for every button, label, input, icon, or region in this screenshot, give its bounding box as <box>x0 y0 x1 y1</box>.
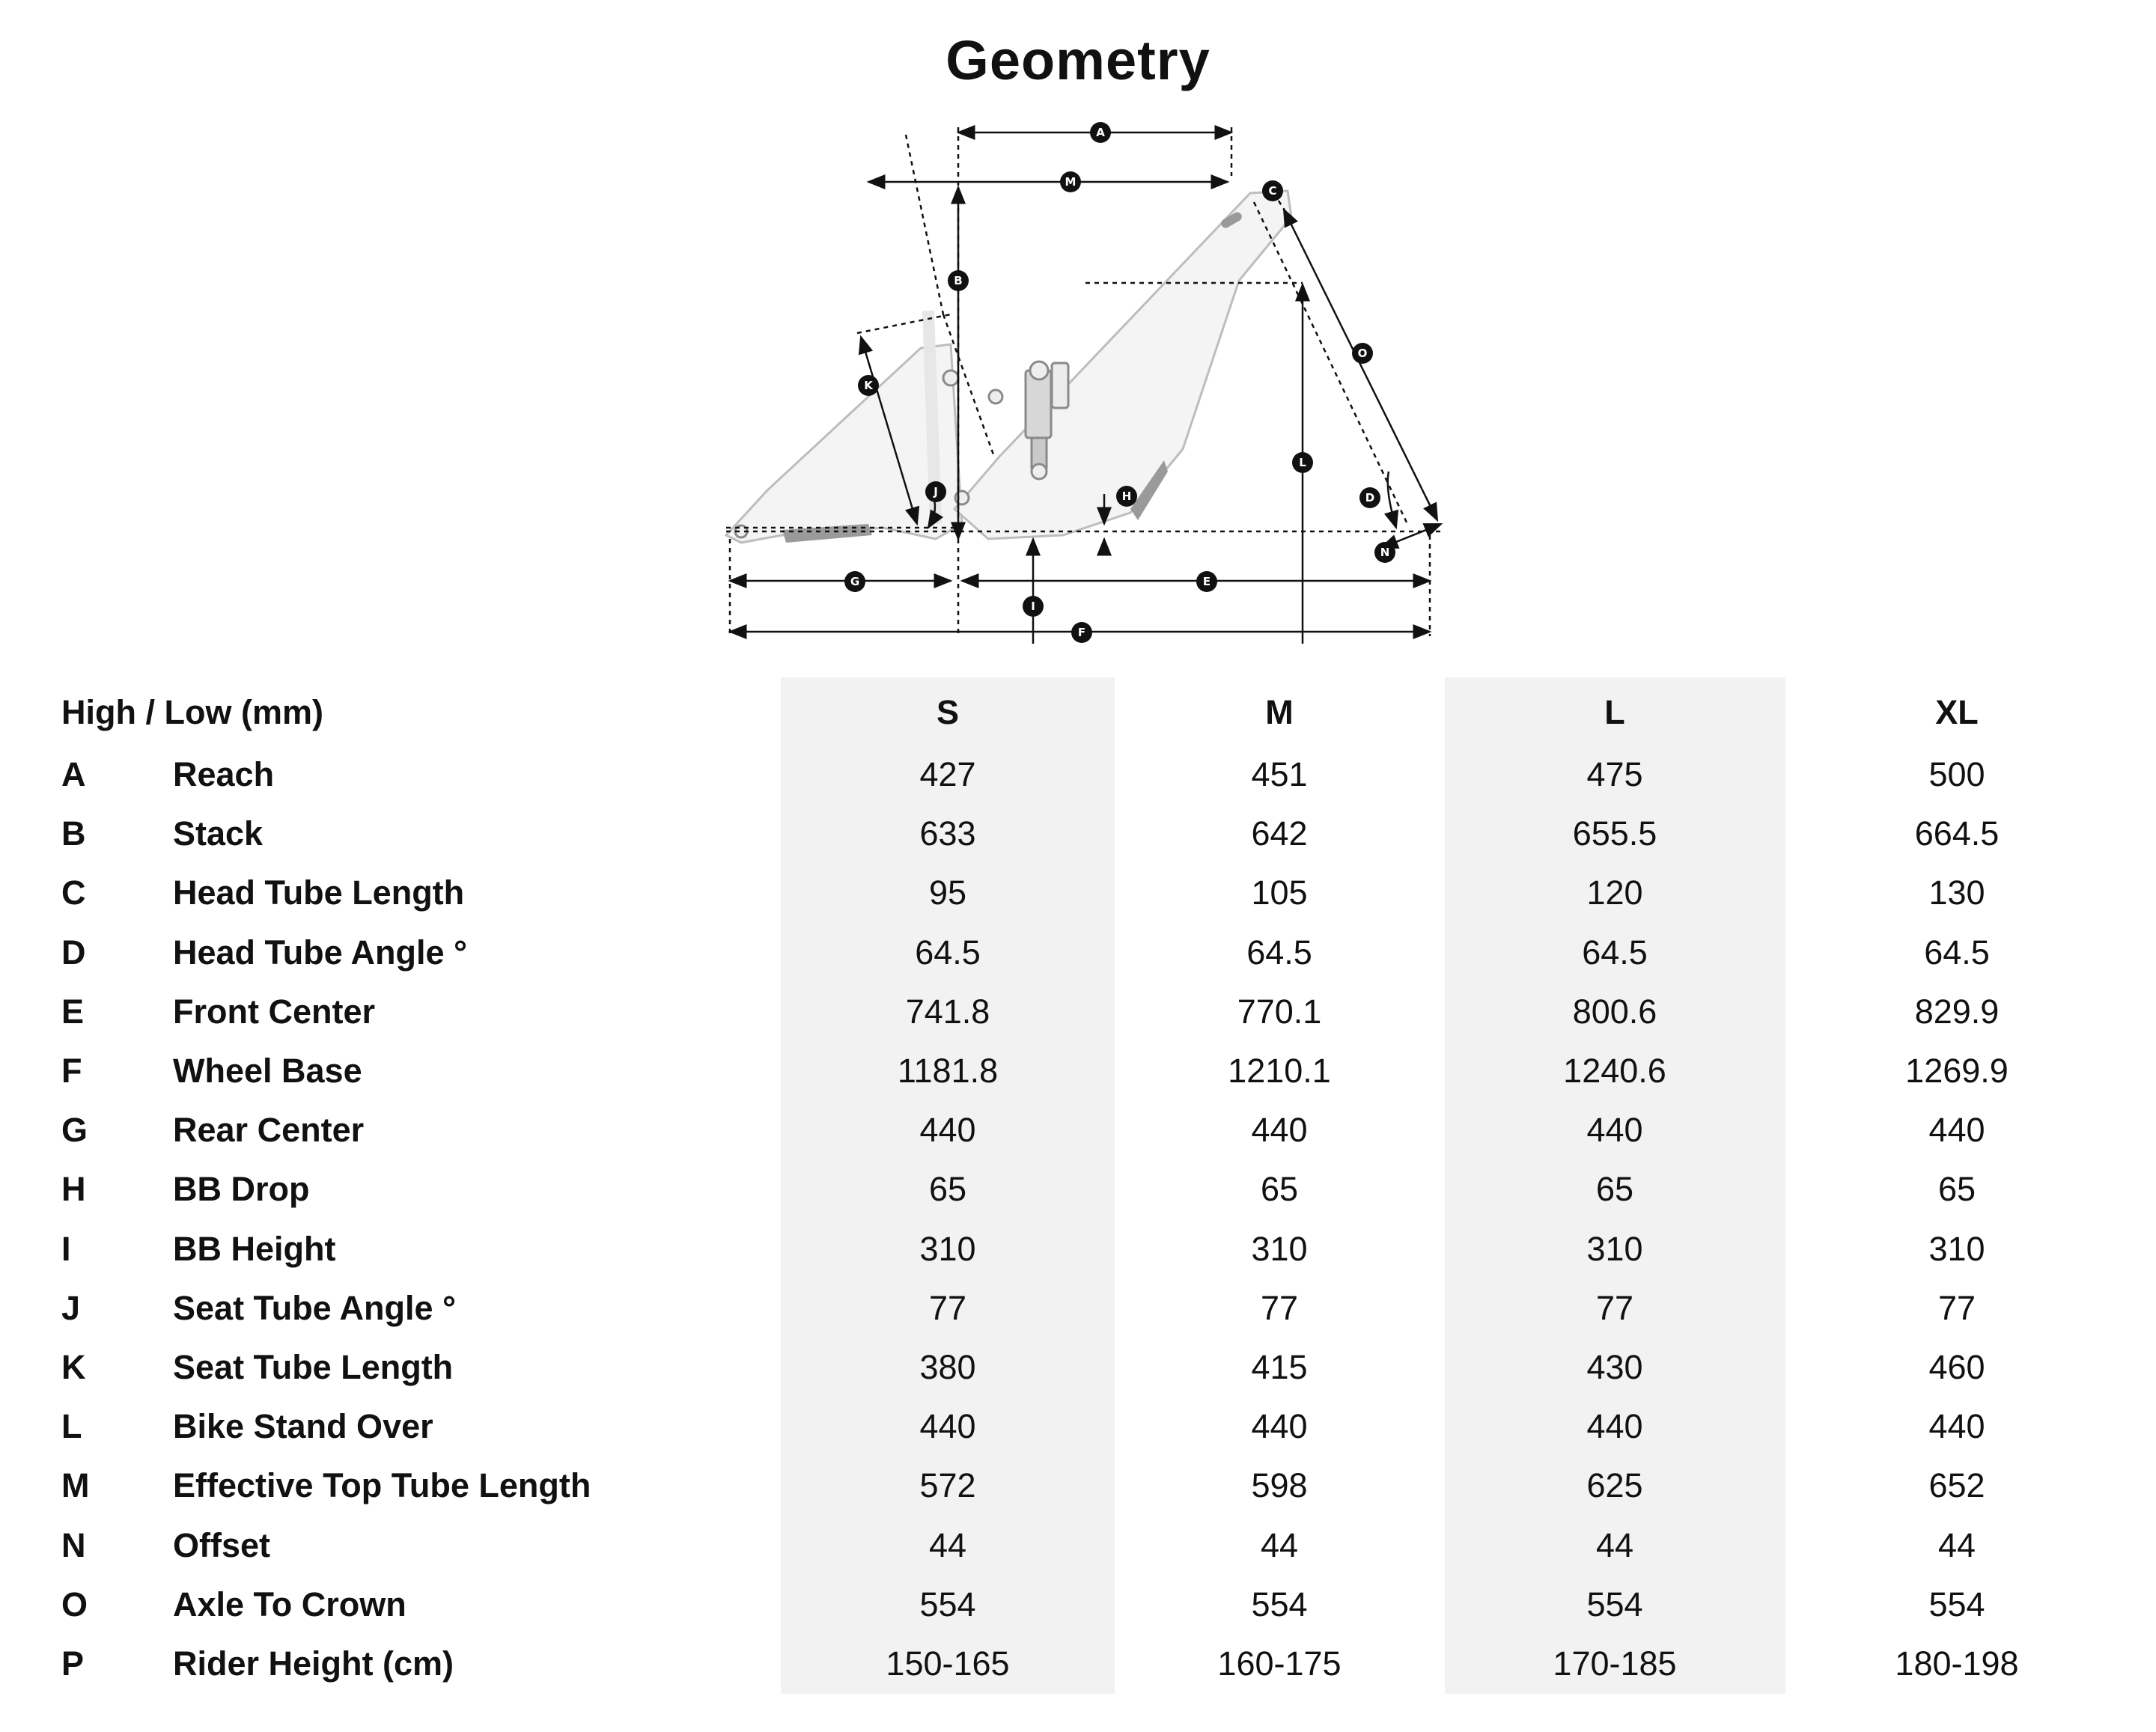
row-value: 310 <box>1586 1229 1643 1268</box>
row-value: 310 <box>1928 1229 1985 1268</box>
row-value: 664.5 <box>1914 814 2000 853</box>
row-value: 430 <box>1586 1348 1643 1386</box>
row-letter: F <box>61 1052 82 1090</box>
row-name: Head Tube Angle ° <box>173 933 468 972</box>
row-name: Rear Center <box>173 1111 365 1150</box>
table-header-label: High / Low (mm) <box>61 693 323 731</box>
svg-text:G: G <box>850 575 860 588</box>
row-value: 64.5 <box>915 933 981 972</box>
svg-text:J: J <box>934 485 938 498</box>
row-value: 440 <box>1251 1111 1308 1150</box>
row-value: 572 <box>919 1466 976 1505</box>
row-value: 105 <box>1251 873 1308 912</box>
row-value: 1240.6 <box>1563 1052 1666 1090</box>
row-value: 440 <box>1251 1407 1308 1446</box>
row-value: 64.5 <box>1924 933 1990 972</box>
row-value: 554 <box>919 1585 976 1623</box>
row-value: 64.5 <box>1582 933 1648 972</box>
row-name: Seat Tube Length <box>173 1348 454 1386</box>
row-letter: L <box>61 1407 82 1446</box>
row-value: 44 <box>928 1525 967 1564</box>
row-letter: H <box>61 1170 86 1209</box>
row-value: 65 <box>1260 1170 1299 1209</box>
row-name: Head Tube Length <box>173 873 465 912</box>
row-value: 554 <box>1251 1585 1308 1623</box>
svg-text:A: A <box>1096 126 1105 139</box>
row-value: 633 <box>919 814 976 853</box>
row-value: 642 <box>1251 814 1308 853</box>
row-name: Bike Stand Over <box>173 1407 433 1446</box>
row-value: 160-175 <box>1217 1644 1342 1683</box>
row-value: 741.8 <box>905 992 990 1031</box>
row-value: 440 <box>919 1407 976 1446</box>
row-value: 65 <box>1937 1170 1976 1209</box>
row-name: BB Height <box>173 1229 336 1268</box>
row-value: 475 <box>1586 755 1643 793</box>
row-value: 150-165 <box>886 1644 1010 1683</box>
row-value: 655.5 <box>1572 814 1657 853</box>
row-value: 310 <box>919 1229 976 1268</box>
svg-text:O: O <box>1357 347 1368 360</box>
row-name: Effective Top Tube Length <box>173 1466 591 1505</box>
size-header-l: L <box>1604 693 1625 731</box>
svg-text:M: M <box>1065 175 1077 189</box>
row-letter: J <box>61 1288 81 1327</box>
row-value: 64.5 <box>1246 933 1312 972</box>
row-value: 180-198 <box>1895 1644 2019 1683</box>
size-header-s: S <box>936 693 959 731</box>
svg-text:B: B <box>954 274 963 287</box>
row-letter: P <box>61 1644 85 1683</box>
svg-text:H: H <box>1121 490 1132 503</box>
row-value: 427 <box>919 755 976 793</box>
row-value: 554 <box>1586 1585 1643 1623</box>
row-value: 170-185 <box>1553 1644 1677 1683</box>
row-value: 95 <box>928 873 967 912</box>
row-letter: I <box>61 1229 71 1268</box>
row-value: 415 <box>1251 1348 1308 1386</box>
size-header-xl: XL <box>1935 693 1979 731</box>
row-value: 1269.9 <box>1905 1052 2009 1090</box>
row-letter: K <box>61 1348 86 1386</box>
row-value: 440 <box>1928 1407 1985 1446</box>
row-value: 451 <box>1251 755 1308 793</box>
row-value: 500 <box>1928 755 1985 793</box>
row-value: 440 <box>1586 1407 1643 1446</box>
row-letter: M <box>61 1466 90 1505</box>
row-value: 77 <box>1595 1288 1634 1327</box>
row-name: Axle To Crown <box>173 1585 406 1623</box>
row-value: 77 <box>1260 1288 1299 1327</box>
svg-text:I: I <box>1031 600 1035 613</box>
row-name: Offset <box>173 1525 271 1564</box>
row-value: 1181.8 <box>897 1052 999 1090</box>
row-value: 380 <box>919 1348 976 1386</box>
row-name: Reach <box>173 755 275 793</box>
row-value: 800.6 <box>1572 992 1657 1031</box>
row-value: 130 <box>1928 873 1985 912</box>
svg-text:N: N <box>1380 546 1390 559</box>
row-value: 1210.1 <box>1228 1052 1331 1090</box>
row-letter: D <box>61 933 86 972</box>
row-value: 44 <box>1595 1525 1634 1564</box>
row-name: Seat Tube Angle ° <box>173 1288 457 1327</box>
svg-text:E: E <box>1202 575 1211 588</box>
row-value: 44 <box>1260 1525 1299 1564</box>
row-value: 770.1 <box>1237 992 1322 1031</box>
svg-text:L: L <box>1299 456 1306 469</box>
svg-text:K: K <box>864 379 873 392</box>
row-letter: C <box>61 873 86 912</box>
svg-text:F: F <box>1077 626 1086 639</box>
row-letter: B <box>61 814 86 853</box>
row-value: 65 <box>928 1170 967 1209</box>
row-value: 44 <box>1937 1525 1976 1564</box>
row-value: 77 <box>1937 1288 1976 1327</box>
row-value: 440 <box>1586 1111 1643 1150</box>
row-value: 829.9 <box>1914 992 2000 1031</box>
row-value: 598 <box>1251 1466 1308 1505</box>
row-value: 652 <box>1928 1466 1985 1505</box>
row-value: 625 <box>1586 1466 1643 1505</box>
row-letter: G <box>61 1111 88 1150</box>
row-name: Stack <box>173 814 264 853</box>
svg-text:D: D <box>1365 491 1375 504</box>
size-header-m: M <box>1265 693 1294 731</box>
row-name: Front Center <box>173 992 375 1031</box>
svg-text:C: C <box>1268 184 1277 198</box>
row-letter: E <box>61 992 85 1031</box>
row-name: Rider Height (cm) <box>173 1644 454 1683</box>
row-name: Wheel Base <box>173 1052 362 1090</box>
row-value: 65 <box>1595 1170 1634 1209</box>
row-value: 460 <box>1928 1348 1985 1386</box>
row-letter: O <box>61 1585 88 1623</box>
row-value: 440 <box>919 1111 976 1150</box>
page-title: Geometry <box>945 29 1211 91</box>
row-value: 77 <box>928 1288 967 1327</box>
row-letter: N <box>61 1525 86 1564</box>
row-value: 440 <box>1928 1111 1985 1150</box>
row-value: 120 <box>1586 873 1643 912</box>
row-letter: A <box>61 755 86 793</box>
row-name: BB Drop <box>173 1170 310 1209</box>
row-value: 310 <box>1251 1229 1308 1268</box>
row-value: 554 <box>1928 1585 1985 1623</box>
